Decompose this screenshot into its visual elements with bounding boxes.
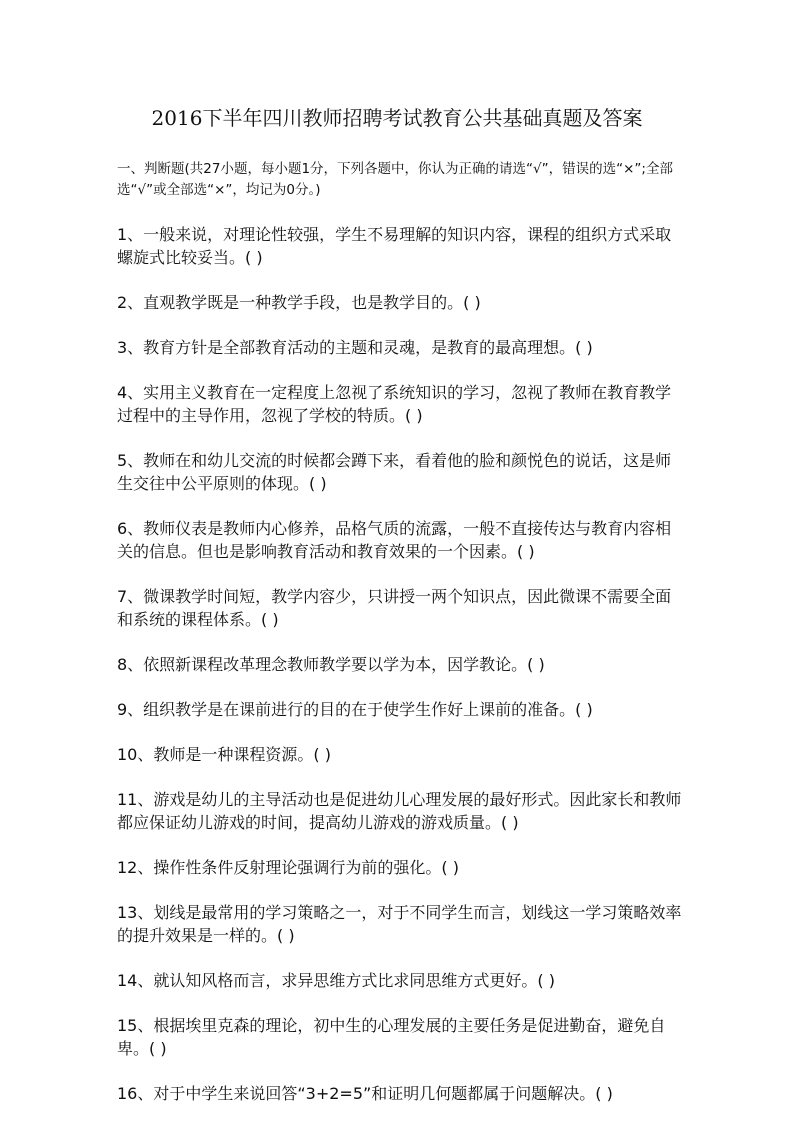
question-item: 2、直观教学既是一种教学手段，也是教学目的。( ) [117,293,481,312]
question-item: 4、实用主义教育在一定程度上忽视了系统知识的学习，忽视了教师在教育教学过程中的主导作用，忽视了学校的特质。( ) [117,383,672,425]
question-item: 15、根据埃里克森的理论，初中生的心理发展的主要任务是促进勤奋，避免自卑。( ) [117,1016,666,1058]
question-item: 16、对于中学生来说回答“3+2=5”和证明几何题都属于问题解决。( ) [117,1084,613,1103]
question-item: 7、微课教学时间短，教学内容少，只讲授一两个知识点，因此微课不需要全面和系统的课程体系。( ) [117,587,672,629]
question-item: 11、游戏是幼儿的主导活动也是促进幼儿心理发展的最好形式。因此家长和教师都应保证幼儿游戏的时间，提高幼儿游戏的游戏质量。( ) [117,790,682,832]
question-item: 6、教师仪表是教师内心修养，品格气质的流露，一般不直接传达与教育内容相关的信息。但也是影响教育活动和教育效果的一个因素。( ) [117,519,672,561]
question-list [117,222,683,1104]
question-item: 3、教育方针是全部教育活动的主题和灵魂，是教育的最高理想。( ) [117,338,593,357]
question-item: 12、操作性条件反射理论强调行为前的强化。( ) [117,858,459,877]
question-item: 14、就认知风格而言，求异思维方式比求同思维方式更好。( ) [117,971,555,990]
question-item: 1、一般来说，对理论性较强，学生不易理解的知识内容，课程的组织方式采取螺旋式比较妥当。( ) [117,225,672,267]
section-instructions: 一、判断题(共27小题，每小题1分，下列各题中，你认为正确的请选“√”，错误的选“×”;全部选“√”或全部选“×”，均记为0分。) [117,161,673,198]
question-item: 5、教师在和幼儿交流的时候都会蹲下来，看着他的脸和颜悦色的说话，这是师生交往中公平原则的体现。( ) [117,451,672,493]
question-item: 10、教师是一种课程资源。( ) [117,745,331,764]
question-item: 13、划线是最常用的学习策略之一，对于不同学生而言，划线这一学习策略效率的提升效果是一样的。( ) [117,903,682,945]
document-title: 2016下半年四川教师招聘考试教育公共基础真题及答案 [151,106,643,130]
question-item: 8、依照新课程改革理念教师教学要以学为本，因学教论。( ) [117,655,545,674]
question-item: 9、组织教学是在课前进行的目的在于使学生作好上课前的准备。( ) [117,700,593,719]
